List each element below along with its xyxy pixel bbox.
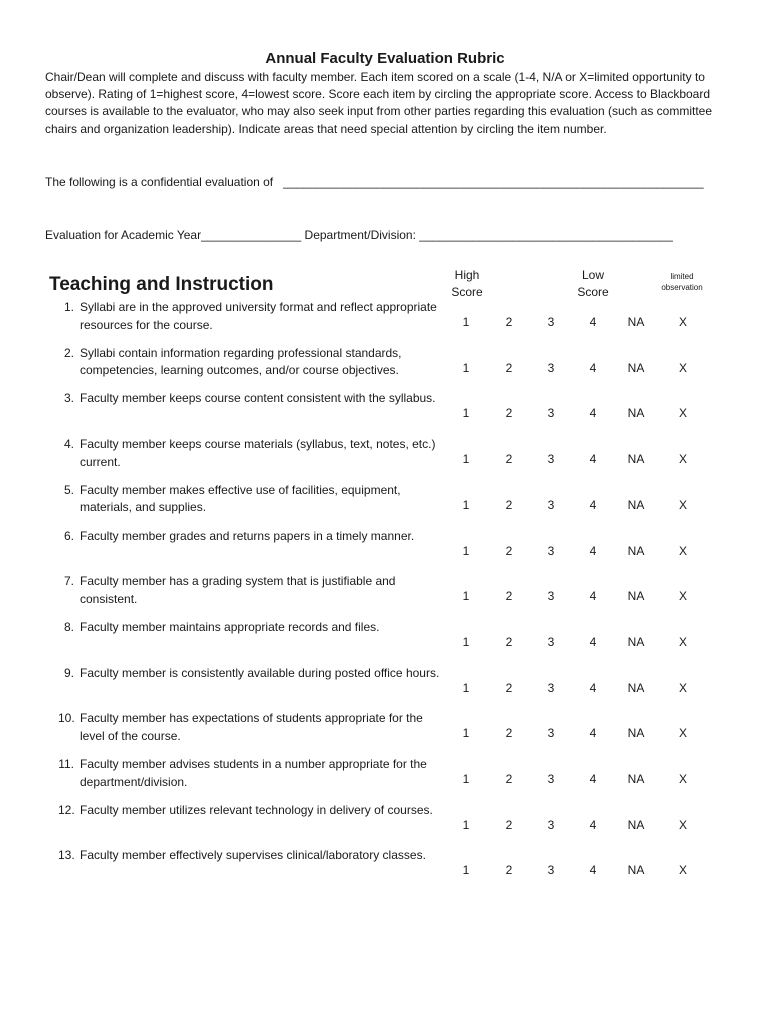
score-option-x[interactable]: X	[678, 680, 687, 695]
score-option-na[interactable]: NA	[627, 360, 645, 375]
score-option-x[interactable]: X	[678, 817, 687, 832]
score-option-1[interactable]: 1	[462, 817, 470, 832]
item-number[interactable]: 12.	[58, 802, 75, 817]
score-option-3[interactable]: 3	[547, 452, 555, 467]
item-number[interactable]: 10.	[58, 711, 75, 726]
score-option-2[interactable]: 2	[505, 634, 513, 649]
score-option-4[interactable]: 4	[589, 497, 597, 512]
score-option-1[interactable]: 1	[462, 543, 470, 558]
score-option-3[interactable]: 3	[547, 772, 555, 786]
item-number[interactable]: 8.	[63, 619, 74, 634]
score-option-3[interactable]: 3	[547, 497, 555, 512]
score-option-3[interactable]: 3	[547, 360, 555, 375]
document-title: Annual Faculty Evaluation Rubric	[265, 50, 505, 67]
score-option-na[interactable]: NA	[627, 589, 645, 604]
item-number[interactable]: 2.	[63, 345, 74, 360]
low-score-header: Low Score	[577, 268, 609, 299]
score-option-3[interactable]: 3	[547, 406, 555, 421]
item-text: Faculty member keeps course materials (syllabus, text, notes, etc.) current.	[80, 437, 436, 469]
score-option-4[interactable]: 4	[589, 863, 597, 878]
score-option-1[interactable]: 1	[462, 680, 470, 695]
score-option-2[interactable]: 2	[505, 360, 513, 375]
item-number[interactable]: 11.	[58, 757, 74, 771]
score-option-na[interactable]: NA	[627, 315, 645, 329]
score-option-2[interactable]: 2	[505, 863, 513, 878]
score-option-2[interactable]: 2	[505, 315, 513, 329]
score-option-1[interactable]: 1	[462, 452, 470, 467]
item-text: Faculty member grades and returns papers in a timely manner.	[80, 528, 415, 543]
item-number[interactable]: 9.	[63, 665, 74, 680]
item-number[interactable]: 3.	[63, 391, 74, 406]
item-text: Syllabi are in the approved university format and reflect appropriate resources for the course.	[80, 300, 437, 332]
item-text: Faculty member keeps course content consistent with the syllabus.	[80, 391, 436, 406]
score-option-x[interactable]: X	[678, 589, 687, 604]
score-option-2[interactable]: 2	[505, 680, 513, 695]
item-text: Faculty member effectively supervises clinical/laboratory classes.	[80, 848, 426, 863]
score-option-na[interactable]: NA	[627, 863, 645, 878]
score-option-x[interactable]: X	[678, 497, 687, 512]
item-text: Faculty member maintains appropriate records and files.	[80, 619, 380, 634]
score-option-x[interactable]: X	[678, 543, 687, 558]
score-option-3[interactable]: 3	[547, 863, 555, 878]
score-option-3[interactable]: 3	[547, 315, 555, 329]
score-option-na[interactable]: NA	[627, 406, 645, 421]
score-option-3[interactable]: 3	[547, 589, 555, 604]
score-option-4[interactable]: 4	[589, 315, 597, 329]
score-option-x[interactable]: X	[678, 406, 687, 421]
score-option-na[interactable]: NA	[627, 543, 645, 558]
score-option-2[interactable]: 2	[505, 497, 513, 512]
score-option-1[interactable]: 1	[462, 726, 470, 741]
score-option-4[interactable]: 4	[589, 589, 597, 604]
item-number[interactable]: 7.	[63, 574, 74, 589]
score-option-4[interactable]: 4	[589, 543, 597, 558]
score-option-x[interactable]: X	[678, 360, 687, 375]
score-option-1[interactable]: 1	[462, 863, 470, 878]
item-text: Faculty member is consistently available during posted office hours.	[80, 665, 440, 680]
high-score-header: High Score	[451, 268, 483, 299]
score-option-2[interactable]: 2	[505, 406, 513, 421]
score-option-x[interactable]: X	[678, 863, 687, 878]
score-option-na[interactable]: NA	[627, 452, 645, 467]
score-option-na[interactable]: NA	[627, 497, 645, 512]
section-title: Teaching and Instruction	[49, 274, 274, 295]
score-option-x[interactable]: X	[678, 315, 687, 329]
score-option-x[interactable]: X	[678, 772, 687, 786]
item-number[interactable]: 6.	[63, 528, 74, 543]
score-option-2[interactable]: 2	[505, 589, 513, 604]
score-option-2[interactable]: 2	[505, 452, 513, 467]
score-option-1[interactable]: 1	[462, 406, 470, 421]
score-option-2[interactable]: 2	[505, 726, 513, 741]
score-option-1[interactable]: 1	[462, 634, 470, 649]
score-option-1[interactable]: 1	[462, 589, 470, 604]
score-option-x[interactable]: X	[678, 726, 687, 741]
score-option-na[interactable]: NA	[627, 726, 645, 741]
score-option-2[interactable]: 2	[505, 817, 513, 832]
score-option-x[interactable]: X	[678, 634, 687, 649]
score-option-2[interactable]: 2	[505, 543, 513, 558]
item-text: Syllabi contain information regarding professional standards, competencies, learning outcomes, and/or course objectives.	[80, 345, 402, 378]
item-text: Faculty member has a grading system that is justifiable and consistent.	[80, 574, 396, 606]
score-option-3[interactable]: 3	[547, 726, 555, 741]
score-option-na[interactable]: NA	[627, 680, 645, 695]
item-number[interactable]: 13.	[58, 848, 75, 863]
score-option-3[interactable]: 3	[547, 634, 555, 649]
academic-year-department-line[interactable]: Evaluation for Academic Year_______________ Department/Division: ______________________________________	[45, 228, 673, 242]
item-text: Faculty member advises students in a number appropriate for the department/division.	[80, 757, 427, 789]
item-number[interactable]: 1.	[63, 300, 74, 314]
score-option-3[interactable]: 3	[547, 543, 555, 558]
instructions-paragraph: Chair/Dean will complete and discuss with faculty member. Each item scored on a scale (1-4, N/A or X=limited opportunity to observe). Rating of 1=highest score, 4=lowest score. Score each item by circling the appropriate score. Access to Blackboard courses is available to the evaluator, who may also seek input from other parties regarding this evaluation (such as committee chairs and organization leadership). Indicate areas that need special attention by circling the item number.	[45, 70, 713, 136]
score-option-4[interactable]: 4	[589, 817, 597, 832]
item-text: Faculty member utilizes relevant technology in delivery of courses.	[80, 802, 433, 817]
limited-observation-header: limited observation	[661, 272, 703, 292]
score-option-3[interactable]: 3	[547, 680, 555, 695]
score-option-2[interactable]: 2	[505, 772, 513, 786]
score-option-x[interactable]: X	[678, 452, 687, 467]
score-option-3[interactable]: 3	[547, 817, 555, 832]
score-option-4[interactable]: 4	[589, 726, 597, 741]
score-option-na[interactable]: NA	[627, 772, 645, 786]
score-option-4[interactable]: 4	[589, 360, 597, 375]
score-option-1[interactable]: 1	[462, 772, 470, 786]
score-option-1[interactable]: 1	[462, 360, 470, 375]
score-option-4[interactable]: 4	[589, 772, 597, 786]
item-number[interactable]: 4.	[63, 437, 74, 452]
score-option-4[interactable]: 4	[589, 634, 597, 649]
confidential-evaluation-line[interactable]: The following is a confidential evaluation of _______________________________________________________________	[45, 175, 704, 189]
item-text: Faculty member makes effective use of facilities, equipment, materials, and supplies.	[80, 482, 401, 515]
score-option-1[interactable]: 1	[462, 497, 470, 512]
item-number[interactable]: 5.	[63, 482, 74, 497]
score-option-4[interactable]: 4	[589, 406, 597, 421]
score-option-4[interactable]: 4	[589, 452, 597, 467]
item-text: Faculty member has expectations of students appropriate for the level of the course.	[80, 711, 423, 743]
score-option-1[interactable]: 1	[462, 315, 470, 329]
score-option-na[interactable]: NA	[627, 634, 645, 649]
score-option-4[interactable]: 4	[589, 680, 597, 695]
score-option-na[interactable]: NA	[627, 817, 645, 832]
